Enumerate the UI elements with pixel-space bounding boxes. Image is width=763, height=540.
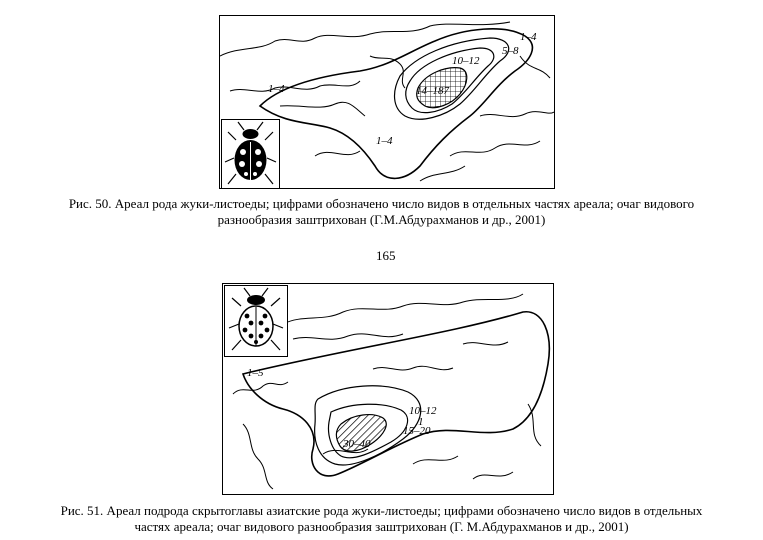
figure-50-caption-line-2: разнообразия заштрихован (Г.М.Абдурахманов и др., 2001) <box>217 212 546 227</box>
label-10-12: 10–12 <box>452 55 480 67</box>
label-1-4-south: 1–4 <box>376 135 393 147</box>
beetle-inset <box>221 119 280 189</box>
figure-50-caption-line-1: Рис. 50. Ареал рода жуки-листоеды; цифрами обозначено число видов в отдельных частях ареала; очаг видового <box>68 196 695 211</box>
label-5-8: 5–8 <box>502 45 519 57</box>
figure-51-map <box>222 283 554 495</box>
figure-51-caption-line-1: Рис. 51. Ареал подрода скрытоглавы азиатские рода жуки-листоеды; цифрами обозначено число видов в отдельных <box>60 503 703 518</box>
figure-50-map <box>219 15 555 189</box>
figure-51-caption-line-2: частях ареала; очаг видового разнообразия заштрихован (Г. М.Абдурахманов и др., 2001) <box>134 519 629 534</box>
label-30-40: 30–40 <box>343 438 371 450</box>
beetle-icon <box>222 120 279 189</box>
label-1-4-east: 1–4 <box>520 31 537 43</box>
label-10-12: 10–12 <box>409 405 437 417</box>
label-15-20: 15–20 <box>403 425 431 437</box>
figure-51-caption <box>20 503 743 535</box>
label-1: 1 <box>418 416 424 428</box>
label-14-187: 14–187 <box>416 85 449 97</box>
figure-50-caption <box>20 196 743 228</box>
beetle-icon <box>225 286 287 356</box>
beetle-inset <box>224 285 288 357</box>
label-1-5: 1–5 <box>247 367 264 379</box>
label-1-4-west: 1–4 <box>268 83 285 95</box>
page-number: 165 <box>376 248 396 263</box>
